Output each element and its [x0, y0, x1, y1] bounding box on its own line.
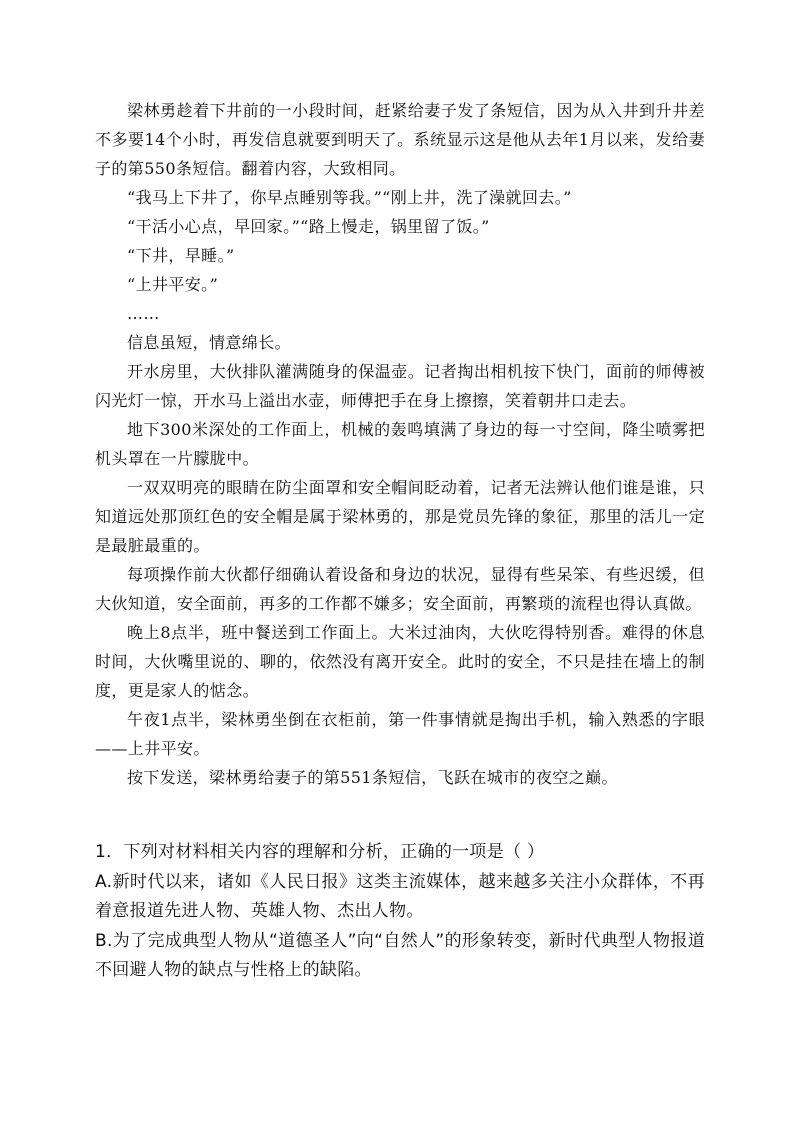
article-paragraph: 信息虽短，情意绵长。: [127, 333, 292, 352]
article-body: [95, 96, 705, 792]
question-block: [95, 838, 705, 986]
option-b: B.为了完成典型人物从“道德圣人”向“自然人”的形象转变，新时代典型人物报道不回避人物的缺点与性格上的缺陷。: [95, 930, 705, 980]
article-paragraph: “干活小心点，早回家。”“路上慢走，锅里留了饭。”: [127, 217, 490, 236]
article-paragraph: ……: [127, 304, 160, 323]
article-paragraph: 一双双明亮的眼睛在防尘面罩和安全帽间眨动着，记者无法辨认他们谁是谁，只知道远处那顶红色的安全帽是属于梁林勇的，那是党员先锋的象征，那里的活儿一定是最脏最重的。: [95, 478, 705, 555]
article-paragraph: 地下300米深处的工作面上，机械的轰鸣填满了身边的每一寸空间，降尘喷雾把机头罩在一片朦胧中。: [95, 420, 705, 468]
article-paragraph: “我马上下井了，你早点睡别等我。”“刚上井，洗了澡就回去。”: [127, 188, 572, 207]
article-paragraph: 晚上8点半，班中餐送到工作面上。大米过油肉，大伙吃得特别香。难得的休息时间，大伙嘴里说的、聊的，依然没有离开安全。此时的安全，不只是挂在墙上的制度，更是家人的惦念。: [95, 623, 705, 700]
article-paragraph: 开水房里，大伙排队灌满随身的保温壶。记者掏出相机按下快门，面前的师傅被闪光灯一惊，开水马上溢出水壶，师傅把手在身上擦擦，笑着朝井口走去。: [95, 362, 705, 410]
article-paragraph: 每项操作前大伙都仔细确认着设备和身边的状况，显得有些呆笨、有些迟缓，但大伙知道，安全面前，再多的工作都不嫌多；安全面前，再繁琐的流程也得认真做。: [95, 565, 705, 613]
article-paragraph: 午夜1点半，梁林勇坐倒在衣柜前，第一件事情就是掏出手机，输入熟悉的字眼——上井平安。: [95, 710, 705, 758]
option-a: A.新时代以来，诸如《人民日报》这类主流媒体，越来越多关注小众群体，不再着意报道先进人物、英雄人物、杰出人物。: [95, 871, 705, 921]
article-paragraph: “上井平安。”: [127, 275, 219, 294]
article-paragraph: “下井，早睡。”: [127, 246, 235, 265]
article-paragraph: 按下发送，梁林勇给妻子的第551条短信，飞跃在城市的夜空之巅。: [127, 768, 618, 787]
article-paragraph: 梁林勇趁着下井前的一小段时间，赶紧给妻子发了条短信，因为从入井到升井差不多要14个小时，再发信息就要到明天了。系统显示这是他从去年1月以来，发给妻子的第550条短信。翻着内容，大致相同。: [95, 101, 705, 178]
question-stem: 1．下列对材料相关内容的理解和分析，正确的一项是（ ）: [95, 842, 545, 862]
